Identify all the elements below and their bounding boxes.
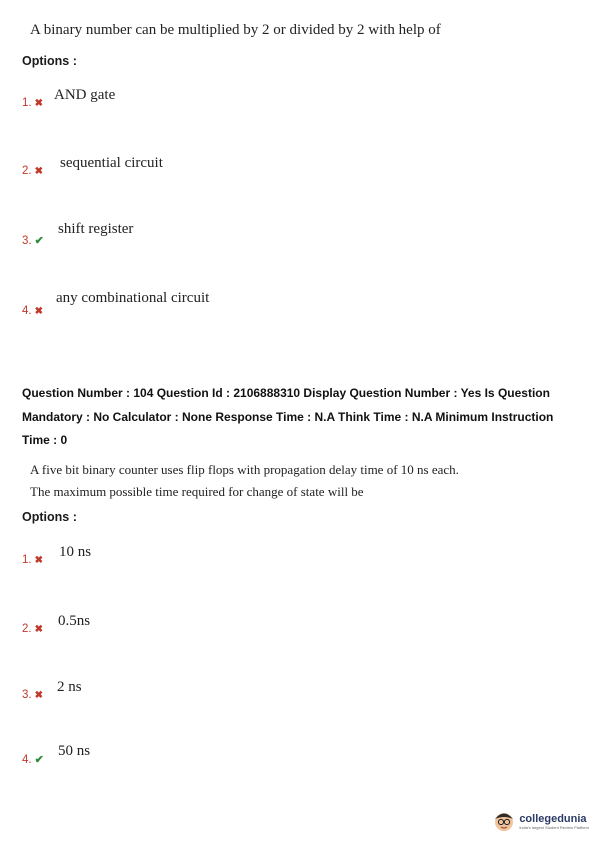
check-mark-icon: ✔ [34, 754, 44, 766]
logo-name: collegedunia [519, 812, 587, 825]
wrong-mark-icon: ✖ [34, 690, 43, 701]
option-number [22, 753, 44, 766]
option-number [22, 623, 43, 635]
wrong-mark-icon: ✖ [34, 166, 43, 177]
option-number [22, 234, 44, 247]
option-text: 2 ns [57, 679, 82, 695]
option-number [22, 165, 43, 177]
option-index: 2. [22, 623, 32, 635]
wrong-mark-icon: ✖ [34, 98, 43, 109]
option-text: AND gate [54, 87, 116, 103]
question-line: The maximum possible time required for change of state will be [30, 484, 364, 499]
question-meta: Question Number : 104 Question Id : 2106888310 Display Question Number : Yes Is Question Mandatory : No Calculator : None Response Time : N.A Think Time : N.A Minimum Instruction Time : 0 [22, 386, 554, 447]
option-text: 0.5ns [58, 613, 91, 629]
option-index: 1. [22, 97, 32, 109]
option-text: any combinational circuit [56, 290, 210, 306]
wrong-mark-icon: ✖ [34, 555, 43, 566]
option-text: sequential circuit [60, 155, 163, 171]
wrong-mark-icon: ✖ [34, 306, 43, 317]
options-label: Options : [22, 54, 77, 68]
option-number [22, 689, 43, 701]
options-label: Options : [22, 510, 77, 524]
check-mark-icon: ✔ [34, 235, 44, 247]
option-number [22, 97, 43, 109]
option-index: 3. [22, 235, 32, 247]
option-text: 10 ns [59, 544, 92, 560]
question-text: A binary number can be multiplied by 2 or divided by 2 with help of [30, 22, 441, 38]
mascot-icon [493, 810, 515, 832]
question-text [30, 459, 459, 503]
collegedunia-logo [493, 810, 589, 832]
wrong-mark-icon: ✖ [34, 624, 43, 635]
question-line: A five bit binary counter uses flip flops with propagation delay time of 10 ns each. [30, 462, 459, 477]
option-number [22, 305, 43, 317]
option-index: 4. [22, 754, 32, 766]
option-index: 3. [22, 689, 32, 701]
option-index: 4. [22, 305, 32, 317]
option-index: 2. [22, 165, 32, 177]
option-index: 1. [22, 554, 32, 566]
option-text: 50 ns [58, 743, 91, 759]
logo-tagline: India's largest Student Review Platform [519, 824, 589, 830]
option-text: shift register [58, 221, 134, 237]
logo-text [519, 813, 589, 830]
option-number [22, 554, 43, 566]
